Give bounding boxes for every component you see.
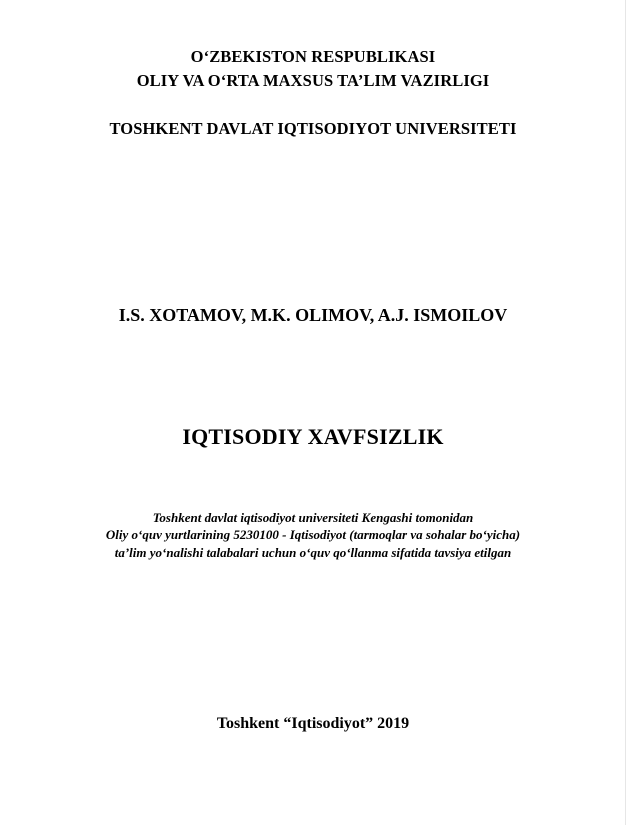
ministry-country-line: O‘ZBEKISTON RESPUBLIKASI <box>190 47 436 66</box>
university-name: TOSHKENT DAVLAT IQTISODIYOT UNIVERSITETI <box>109 119 517 138</box>
approval-note-line-3: ta’lim yo‘nalishi talabalari uchun o‘quv qo‘llanma sifatida tavsiya etilgan <box>114 545 512 560</box>
publisher-imprint: Toshkent “Iqtisodiyot” 2019 <box>216 715 410 732</box>
authors: I.S. XOTAMOV, M.K. OLIMOV, A.J. ISMOILOV <box>118 305 508 325</box>
book-title: IQTISODIY XAVFSIZLIK <box>182 424 444 449</box>
approval-note-line-1: Toshkent davlat iqtisodiyot universiteti Kengashi tomonidan <box>152 510 474 525</box>
ministry-name-line: OLIY VA O‘RTA MAXSUS TA’LIM VAZIRLIGI <box>136 71 490 90</box>
approval-note-line-2: Oliy o‘quv yurtlarining 5230100 - Iqtisodiyot (tarmoqlar va sohalar bo‘yicha) <box>105 527 521 542</box>
